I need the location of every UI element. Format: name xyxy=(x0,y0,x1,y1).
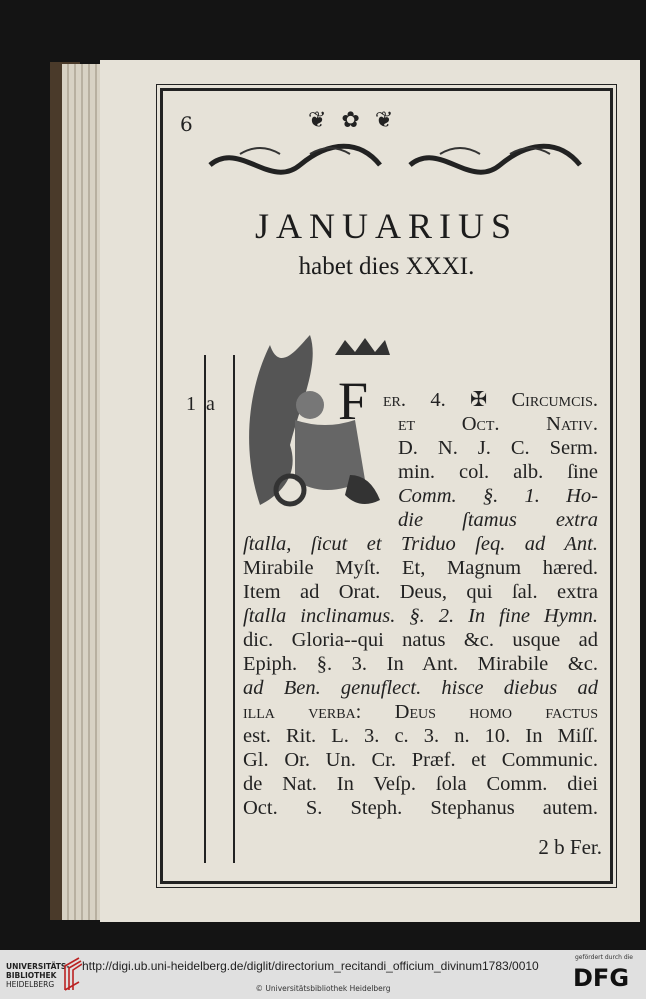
text-line: min. col. alb. ſine xyxy=(398,461,598,483)
text-line: de Nat. In Veſp. ſola Comm. diei xyxy=(243,773,598,795)
text-line: die ſtamus extra xyxy=(398,509,598,531)
text-line: Comm. §. 1. Ho- xyxy=(398,485,598,507)
text-line: illa verba: Deus homo factus xyxy=(243,701,598,723)
library-logo[interactable] xyxy=(6,962,69,989)
entry-text xyxy=(243,388,598,820)
text-line: et Oct. Nativ. xyxy=(398,413,598,435)
ornament-scroll-icon xyxy=(200,140,590,190)
funding-label: gefördert durch die xyxy=(575,954,633,961)
text-line: est. Rit. L. 3. c. 3. n. 10. In Miſſ. xyxy=(243,725,598,747)
text-line: ad Ben. genuflect. hisce diebus ad xyxy=(243,677,598,699)
day-number xyxy=(186,392,215,416)
library-name-line: UNIVERSITÄTS- xyxy=(6,962,70,971)
column-rule xyxy=(204,355,206,863)
dfg-logo[interactable]: DFG xyxy=(573,964,630,992)
text-line: Gl. Or. Un. Cr. Præf. et Communic. xyxy=(243,749,598,771)
text-line: Epiph. §. 3. In Ant. Mirabile &c. xyxy=(243,653,598,675)
text-line: D. N. J. C. Serm. xyxy=(398,437,598,459)
library-name-line: HEIDELBERG xyxy=(6,980,55,989)
library-name-line: BIBLIOTHEK xyxy=(6,971,57,980)
text-line: er. 4. ✠ Circumcis. xyxy=(383,389,598,411)
library-emblem-icon xyxy=(62,956,82,992)
column-rule xyxy=(233,355,235,863)
page-number: 6 xyxy=(180,112,193,136)
month-subtitle: habet dies XXXI. xyxy=(298,253,475,280)
drop-cap: F xyxy=(338,371,369,431)
footer-bar xyxy=(0,950,646,999)
text-line: ſtalla inclinamus. §. 2. In fine Hymn. xyxy=(243,605,598,627)
text-line: Oct. S. Steph. Stephanus autem. xyxy=(243,797,598,819)
month-title: JANUARIUS xyxy=(254,206,519,246)
text-line: Mirabile Myſt. Et, Magnum hæred. xyxy=(243,557,598,579)
permalink-url[interactable]: http://digi.ub.uni-heidelberg.de/diglit/directorium_recitandi_officium_divinum1783/0010 xyxy=(82,959,539,973)
day-number-value: 1 xyxy=(186,393,196,415)
catchword: 2 b Fer. xyxy=(538,835,602,859)
text-line: dic. Gloria--qui natus &c. usque ad xyxy=(243,629,598,651)
copyright-notice: © Universitätsbibliothek Heidelberg xyxy=(255,984,391,993)
text-line: ſtalla, ſicut et Triduo ſeq. ad Ant. xyxy=(243,533,598,555)
ornament-top-icon: ❦ ✿ ❦ xyxy=(308,108,398,133)
dominical-letter: a xyxy=(206,393,215,415)
text-line: Item ad Orat. Deus, qui ſal. extra xyxy=(243,581,598,603)
